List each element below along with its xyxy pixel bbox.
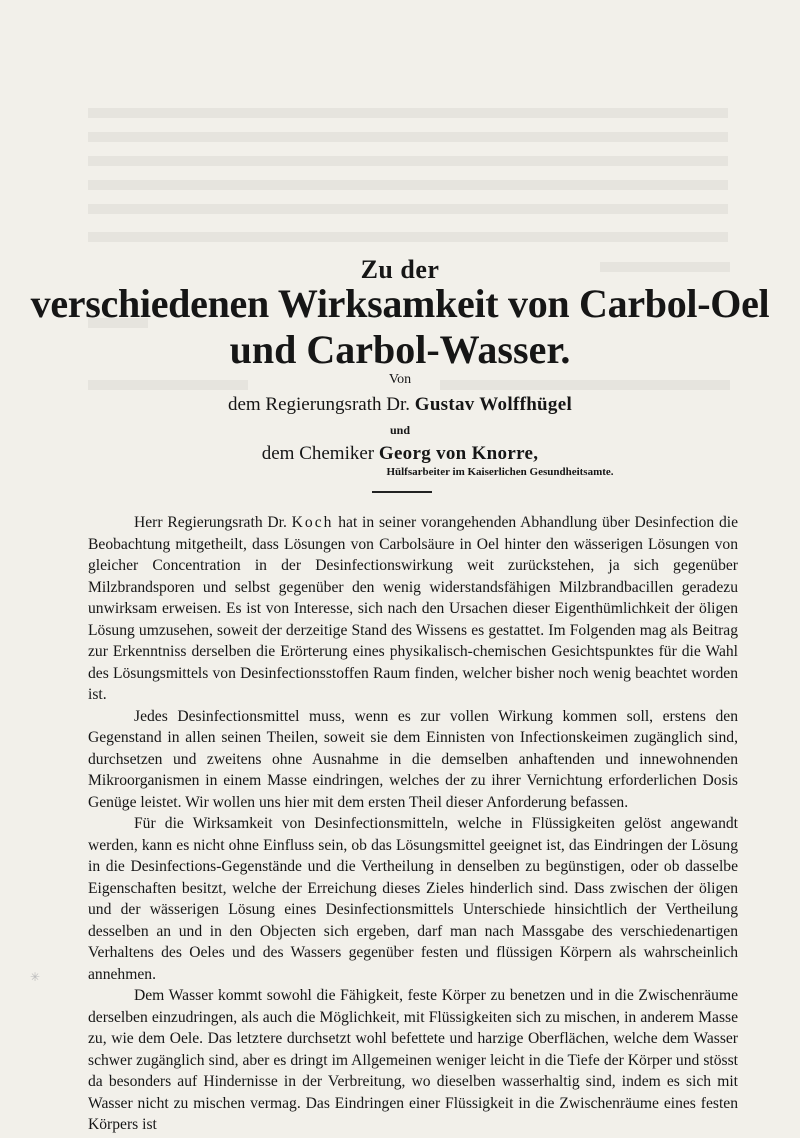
bleed-through-line — [88, 180, 728, 190]
paragraph — [88, 512, 738, 706]
author-1-prefix: dem Regierungsrath Dr. — [227, 394, 410, 415]
title-divider — [372, 491, 432, 493]
author-2-name: Georg von Knorre, — [378, 443, 539, 464]
paragraph: Jedes Desinfectionsmittel muss, wenn es zur vollen Wirkung kommen soll, erstens den Gegenstand in allen seinen Theilen, soweit sie dem Einnisten von Infectionskeimen zugänglich sind, durchsetzen und zweitens ohne Ausnahme in die demselben anhaftenden und innewohnenden Mikroorganismen in einem Masse eindringen, welches der zu ihrer Vernichtung erforderlichen Dosis Genüge leistet. Wir wollen uns hier mit dem ersten Theil dieser Anforderung befassen. — [88, 707, 738, 811]
author-2-prefix: dem Chemiker — [261, 443, 375, 464]
title-line-2: verschiedenen Wirksamkeit von Carbol-Oel — [30, 281, 770, 326]
byline-von: Von — [388, 372, 412, 387]
author-1 — [0, 394, 800, 416]
body-text — [88, 512, 738, 1136]
bleed-through-line — [88, 132, 728, 142]
title-line-3: und Carbol-Wasser. — [229, 327, 571, 372]
bleed-through-line — [88, 204, 728, 214]
title-line-1: Zu der — [360, 255, 440, 284]
paragraph: Dem Wasser kommt sowohl die Fähigkeit, feste Körper zu benetzen und in die Zwischenräume derselben einzudringen, als auch die Möglichkeit, mit Flüssigkeiten sich zu mischen, in anderem Masse zu, wie dem Oele. Das letztere durchsetzt wohl befettete und harzige Oberflächen, welche dem Wasser schwer zugänglich sind, aber es dringt im Allgemeinen weniger leicht in die Tiefe der Körper und stösst da besonders auf Hindernisse in der Verbreitung, wo dieselben wasserhaltig sind, indem es sich mit Wasser nicht zu mischen vermag. Das Eindringen einer Flüssigkeit in die Zwischenräume eines festen Körpers ist — [88, 987, 738, 1133]
author-name-koch: Koch — [291, 514, 334, 531]
byline-und: und — [389, 423, 411, 437]
bleed-through-line — [88, 156, 728, 166]
author-2 — [0, 443, 800, 465]
author-1-name: Gustav Wolffhügel — [414, 394, 573, 415]
author-2-affiliation: Hülfsarbeiter im Kaiserlichen Gesundheitsamte. — [386, 466, 614, 478]
paragraph-text: hat in seiner vorangehenden Abhandlung über Desinfection die Beobachtung mitgetheilt, dass Lösungen von Carbolsäure in Oel hinter den wässerigen Lösungen von gleicher Concentration in der Desinfectionswirkung weit zurückstehen, ja sich gegenüber Milzbrandsporen und selbst gegenüber den wenig widerstandsfähigen Milzbrandbacillen geradezu unwirksam erweisen. Es ist von Interesse, sich nach den Ursachen dieser Eigenthümlichkeit der öligen Lösung umzusehen, soweit der derzeitige Stand des Wissens es gestattet. Im Folgenden mag als Beitrag zur Erkenntniss derselben die Erörterung eines physikalisch-chemischen Gesichtspunktes für die Wahl des Lösungsmittels von Desinfectionsstoffen Raum finden, welcher bisher noch wenig beachtet worden ist. — [88, 514, 738, 703]
bleed-through-line — [88, 232, 728, 242]
margin-pencil-mark: ✳ — [30, 970, 41, 984]
paragraph-lead: Herr Regierungsrath Dr. — [134, 514, 287, 531]
paragraph: Für die Wirksamkeit von Desinfectionsmitteln, welche in Flüssigkeiten gelöst angewandt werden, kann es nicht ohne Einfluss sein, ob das Lösungsmittel geeignet ist, das Eindringen der Lösung in die Desinfections-Gegenstände und die Vertheilung in denselben zu begünstigen, oder ob dasselbe Eigenschaften besitzt, welche der Erreichung dieses Zieles hinderlich sind. Dass zwischen der öligen und der wässerigen Lösung eines Desinfectionsmittels Unterschiede hinsichtlich der Vertheilung desselben an und in den Objecten sich ergeben, darf man nach Massgabe des verschiedenartigen Verhaltens des Oeles und des Wassers gegenüber festen und flüssigen Körpern als wahrscheinlich annehmen. — [88, 815, 738, 983]
bleed-through-line — [88, 108, 728, 118]
